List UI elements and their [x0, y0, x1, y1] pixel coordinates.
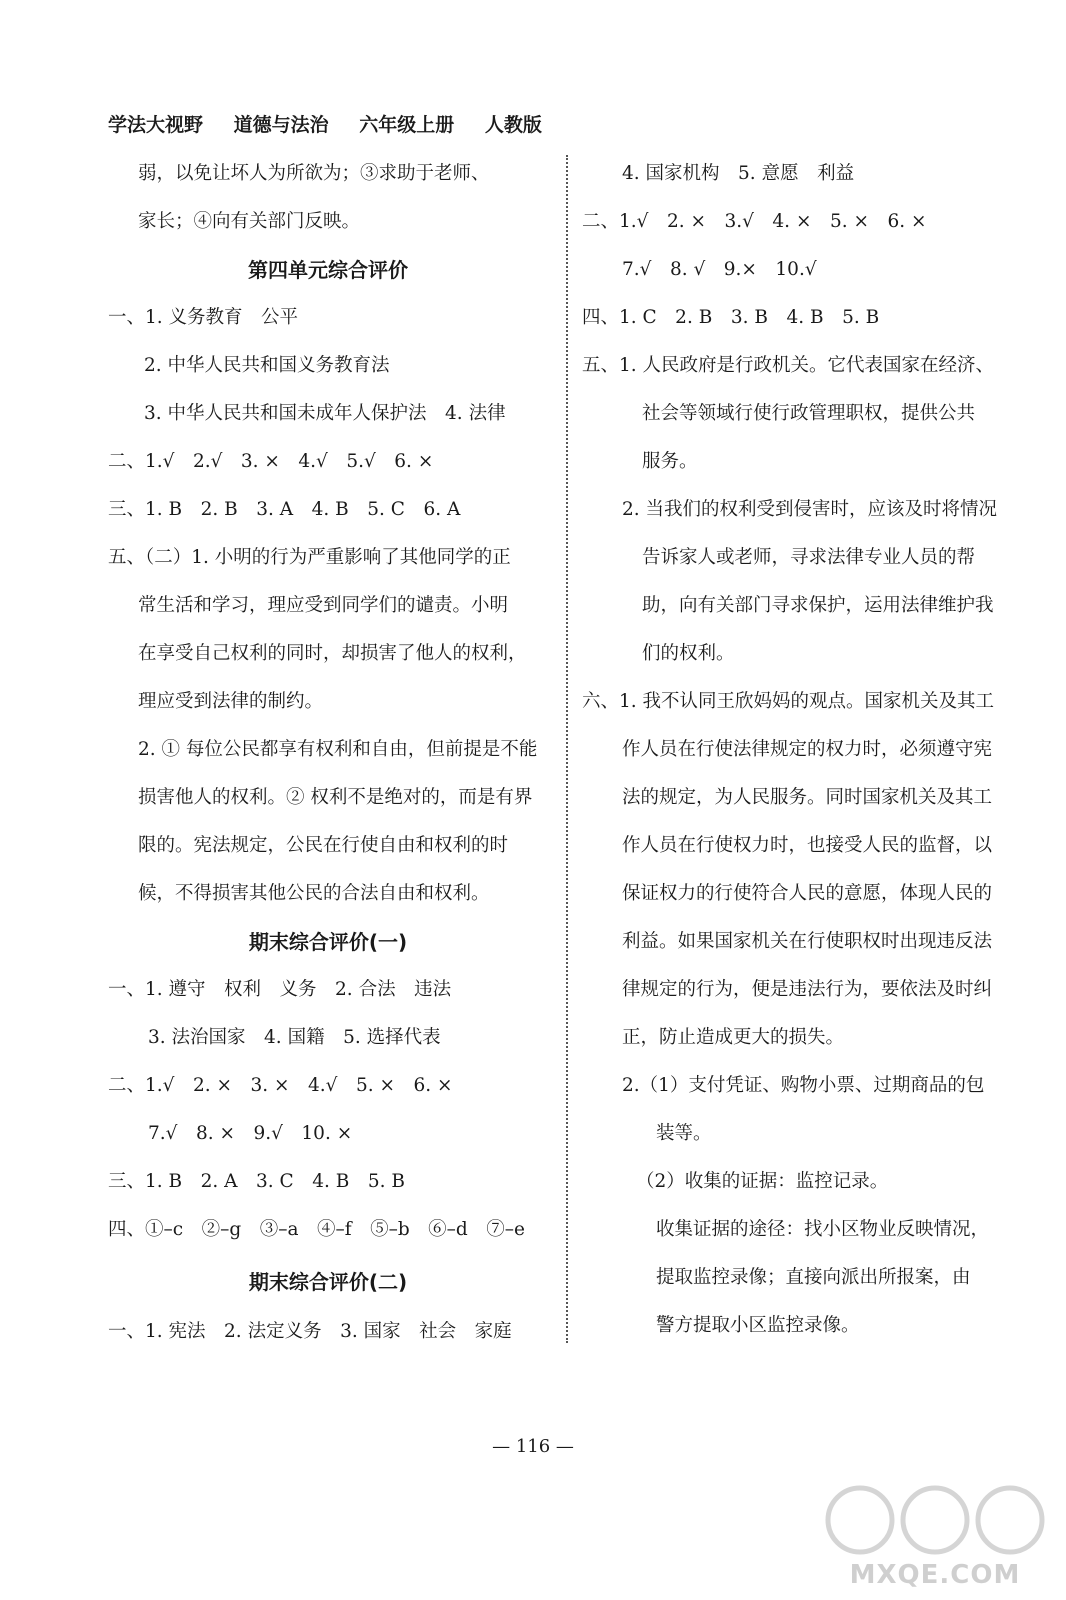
text-line: 一、1. 义务教育 公平 [108, 307, 299, 328]
text-line: 2.（1）支付凭证、购物小票、过期商品的包 [622, 1075, 985, 1096]
text-line: 提取监控录像；直接向派出所报案，由 [656, 1267, 971, 1288]
text-line: 7.√ 8. × 9.√ 10. × [148, 1123, 353, 1144]
watermark-icon [820, 1480, 1050, 1560]
section-title-unit4: 第四单元综合评价 [248, 258, 408, 282]
text-line: （2）收集的证据：监控记录。 [636, 1171, 889, 1192]
text-line: 三、1. B 2. A 3. C 4. B 5. B [108, 1171, 405, 1192]
text-line: 二、1.√ 2. × 3.√ 4. × 5. × 6. × [582, 211, 927, 232]
text-line: 4. 国家机构 5. 意愿 利益 [622, 163, 855, 184]
text-line: 二、1.√ 2.√ 3. × 4.√ 5.√ 6. × [108, 451, 434, 472]
subject-title: 道德与法治 [233, 114, 329, 136]
text-line: 收集证据的途径：找小区物业反映情况， [656, 1219, 990, 1240]
grade-title: 六年级上册 [359, 114, 455, 136]
text-line: 们的权利。 [642, 643, 735, 664]
text-line: 2. 中华人民共和国义务教育法 [144, 355, 390, 376]
text-line: 三、1. B 2. B 3. A 4. B 5. C 6. A [108, 499, 461, 520]
text-line: 3. 法治国家 4. 国籍 5. 选择代表 [148, 1027, 441, 1048]
text-line: 五、（二）1. 小明的行为严重影响了其他同学的正 [108, 547, 511, 568]
text-line: 装等。 [656, 1123, 712, 1144]
watermark-logo [820, 1480, 1050, 1590]
page-number: — 116 — [492, 1436, 574, 1457]
text-line: 法的规定，为人民服务。同时国家机关及其工 [622, 787, 993, 808]
text-line: 告诉家人或老师，寻求法律专业人员的帮 [642, 547, 976, 568]
text-line: 服务。 [642, 451, 698, 472]
text-line: 2. 当我们的权利受到侵害时，应该及时将情况 [622, 499, 998, 520]
text-line: 利益。如果国家机关在行使职权时出现违反法 [622, 931, 993, 952]
text-line: 警方提取小区监控录像。 [656, 1315, 860, 1336]
column-divider [566, 155, 568, 1343]
section-title-final1: 期末综合评价(一) [248, 930, 408, 954]
section-title-final2: 期末综合评价(二) [248, 1270, 408, 1294]
text-line: 保证权力的行使符合人民的意愿，体现人民的 [622, 883, 993, 904]
text-line: 理应受到法律的制约。 [138, 691, 324, 712]
watermark-text: MXQE.COM [849, 1560, 1021, 1590]
text-line: 作人员在行使法律规定的权力时，必须遵守宪 [622, 739, 993, 760]
text-line: 律规定的行为，便是违法行为，要依法及时纠 [622, 979, 993, 1000]
text-line: 2. ① 每位公民都享有权利和自由，但前提是不能 [138, 739, 538, 760]
text-line: 社会等领域行使行政管理职权，提供公共 [642, 403, 976, 424]
text-line: 7.√ 8. √ 9.× 10.√ [622, 259, 817, 280]
text-line: 候，不得损害其他公民的合法自由和权利。 [138, 883, 490, 904]
text-line: 弱，以免让坏人为所欲为；③求助于老师、 [138, 163, 490, 184]
edition-title: 人教版 [484, 114, 542, 136]
text-line: 常生活和学习，理应受到同学们的谴责。小明 [138, 595, 509, 616]
text-line: 损害他人的权利。② 权利不是绝对的，而是有界 [138, 787, 533, 808]
text-line: 助，向有关部门寻求保护，运用法律维护我 [642, 595, 994, 616]
text-line: 作人员在行使权力时，也接受人民的监督，以 [622, 835, 993, 856]
text-line: 家长；④向有关部门反映。 [138, 211, 361, 232]
text-line: 二、1.√ 2. × 3. × 4.√ 5. × 6. × [108, 1075, 453, 1096]
text-line: 限的。宪法规定，公民在行使自由和权利的时 [138, 835, 509, 856]
text-line: 四、①–c ②–g ③–a ④–f ⑤–b ⑥–d ⑦–e [108, 1219, 525, 1240]
text-line: 正，防止造成更大的损失。 [622, 1027, 845, 1048]
text-line: 四、1. C 2. B 3. B 4. B 5. B [582, 307, 880, 328]
series-title: 学法大视野 [108, 114, 204, 136]
text-line: 在享受自己权利的同时，却损害了他人的权利， [138, 643, 527, 664]
text-line: 3. 中华人民共和国未成年人保护法 4. 法律 [144, 403, 506, 424]
page-header [108, 110, 566, 140]
text-line: 一、1. 宪法 2. 法定义务 3. 国家 社会 家庭 [108, 1321, 512, 1342]
text-line: 一、1. 遵守 权利 义务 2. 合法 违法 [108, 979, 452, 1000]
text-line: 五、1. 人民政府是行政机关。它代表国家在经济、 [582, 355, 995, 376]
text-line: 六、1. 我不认同王欣妈妈的观点。国家机关及其工 [582, 691, 995, 712]
